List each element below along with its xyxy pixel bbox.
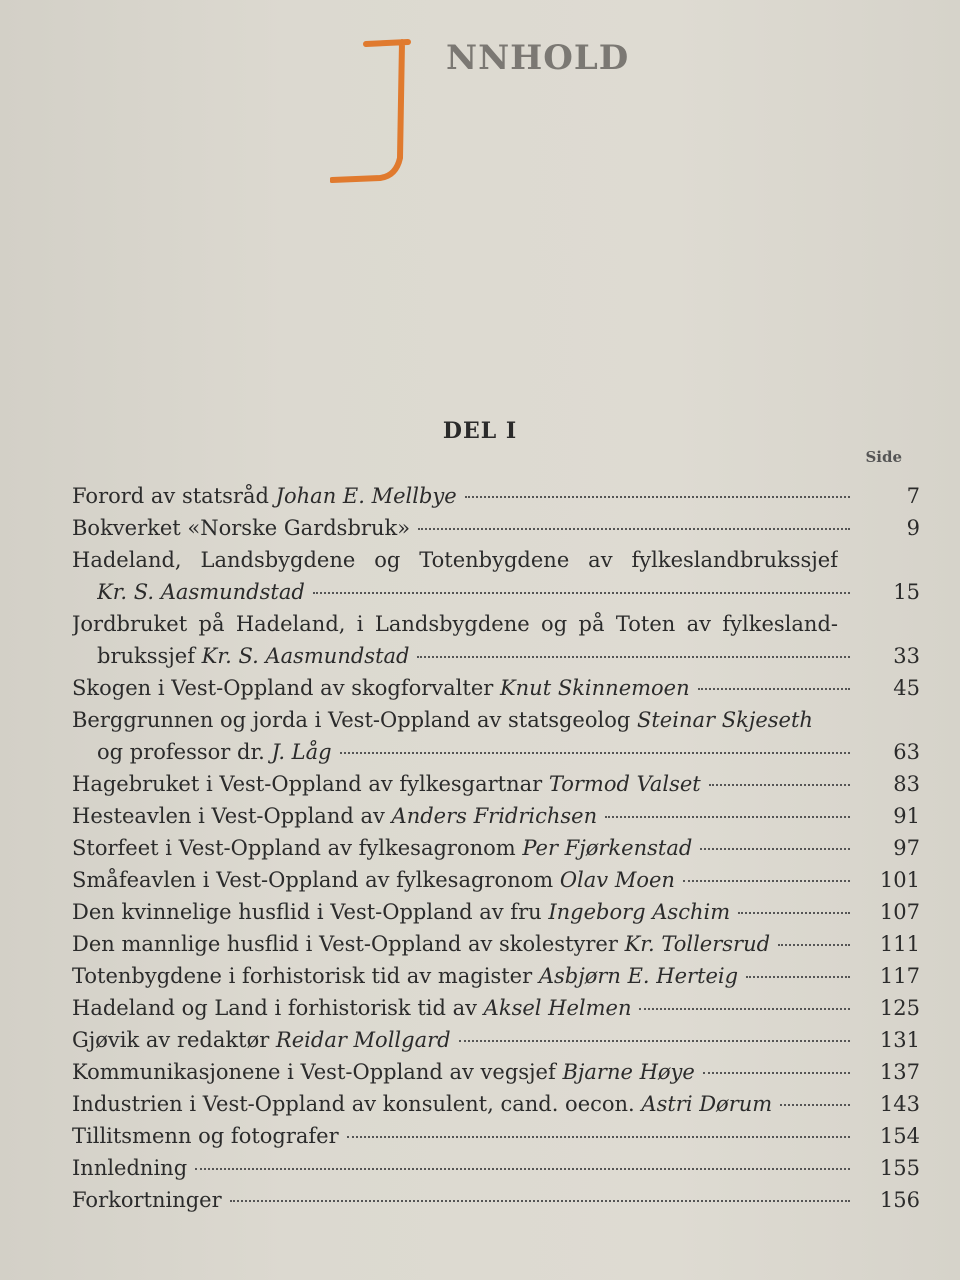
toc-entry [72, 704, 920, 768]
toc-entry-text [72, 1120, 339, 1152]
toc-page-number: 107 [879, 900, 920, 924]
toc-entry-line [72, 960, 920, 992]
dot-leader [746, 976, 850, 978]
toc-entry-title: Småfeavlen i Vest-Oppland av fylkesagronom [72, 868, 560, 892]
toc-entry-author: Asbjørn E. Herteig [538, 964, 739, 988]
toc-entry-title: Jordbruket på Hadeland, i Landsbygdene og på Toten av fylkesland- [72, 612, 838, 636]
dot-leader [639, 1008, 850, 1010]
toc-entry-title: Industrien i Vest-Oppland av konsulent, cand. oecon. [72, 1092, 642, 1116]
dot-leader [738, 912, 850, 914]
toc-page-number: 117 [879, 964, 920, 988]
toc-entry-title-part: Berggrunnen og jorda i Vest-Oppland av statsgeolog [72, 708, 637, 732]
toc-entry-text [72, 1184, 222, 1216]
toc-entry [72, 1056, 920, 1088]
toc-entry-text [72, 768, 701, 800]
toc-entry-line [72, 480, 920, 512]
toc-entry-text [97, 576, 305, 608]
dot-leader [709, 784, 850, 786]
toc-page-number: 63 [893, 740, 920, 764]
toc-entry-line [72, 832, 920, 864]
toc-page-number: 131 [879, 1028, 920, 1052]
toc-entry-text [72, 672, 690, 704]
toc-page-number: 125 [879, 996, 920, 1020]
toc-entry-title: Forord av statsråd [72, 484, 276, 508]
toc-entry [72, 864, 920, 896]
toc-entry [72, 896, 920, 928]
toc-entry-title: Skogen i Vest-Oppland av skogforvalter [72, 676, 500, 700]
toc-entry-line [72, 864, 920, 896]
toc-entry [72, 1088, 920, 1120]
toc-entry-line [72, 1024, 920, 1056]
toc-page-number: 83 [893, 772, 920, 796]
toc-entry-title: brukssjef [97, 644, 202, 668]
toc-entry-text [72, 928, 770, 960]
toc-entry-text [72, 512, 410, 544]
toc-entry-author: Tormod Valset [548, 772, 701, 796]
dot-leader [418, 528, 850, 530]
toc-entry-text [72, 1024, 451, 1056]
toc-entry [72, 928, 920, 960]
toc-page-number: 111 [879, 932, 920, 956]
toc-page-number: 154 [879, 1124, 920, 1148]
toc-entry-text [72, 800, 597, 832]
toc-entry-title: Storfeet i Vest-Oppland av fylkesagronom [72, 836, 523, 860]
toc-entry-title: Hesteavlen i Vest-Oppland av [72, 804, 392, 828]
toc-page-number: 91 [893, 804, 920, 828]
toc-entry-author: Olav Moen [559, 868, 675, 892]
dot-leader [703, 1072, 850, 1074]
toc-entry-title: Den kvinnelige husflid i Vest-Oppland av fru [72, 900, 549, 924]
toc-entry [72, 608, 920, 672]
toc-entry-line [72, 800, 920, 832]
decorative-initial-j [330, 30, 450, 190]
toc-entry-line [72, 672, 920, 704]
toc-entry-first-line [72, 704, 920, 736]
toc-page-number: 137 [879, 1060, 920, 1084]
toc-entry-title: Hadeland og Land i forhistorisk tid av [72, 996, 484, 1020]
heading-text: NNHOLD [446, 38, 630, 78]
toc-entry-line [72, 928, 920, 960]
toc-page-number: 97 [893, 836, 920, 860]
dot-leader [465, 496, 850, 498]
toc-entry-author: Astri Dørum [641, 1092, 773, 1116]
toc-entry-author: Reidar Mollgard [275, 1028, 451, 1052]
toc-entry [72, 480, 920, 512]
toc-page-number: 101 [879, 868, 920, 892]
toc-entry-line [72, 736, 920, 768]
toc-entry [72, 1120, 920, 1152]
toc-entry-title: Kommunikasjonene i Vest-Oppland av vegsjef [72, 1060, 563, 1084]
toc-entry-author: Kr. S. Aasmundstad [97, 580, 305, 604]
toc-entry-title: Den mannlige husflid i Vest-Oppland av skolestyrer [72, 932, 625, 956]
dot-leader [313, 592, 850, 594]
toc-entry-text [97, 640, 409, 672]
toc-page-number: 15 [893, 580, 920, 604]
toc-entry-text [72, 1088, 772, 1120]
toc-entry-line [72, 1120, 920, 1152]
toc-entry-author: Johan E. Mellbye [275, 484, 457, 508]
part-title: DEL I [442, 418, 518, 444]
toc-entry-text [72, 864, 675, 896]
toc-entry-title: og professor dr. [97, 740, 272, 764]
toc-entry-author: Per Fjørkenstad [522, 836, 693, 860]
dot-leader [683, 880, 850, 882]
toc-entry [72, 832, 920, 864]
toc-entry [72, 768, 920, 800]
toc-entry-text [72, 992, 631, 1024]
dot-leader [195, 1168, 850, 1170]
toc-entry-text [72, 832, 692, 864]
toc-entry-title: Bokverket «Norske Gardsbruk» [72, 516, 411, 540]
dot-leader [417, 656, 850, 658]
dot-leader [698, 688, 850, 690]
toc-entry-line [72, 1152, 920, 1184]
toc-page-number: 33 [893, 644, 920, 668]
toc-entry-title: Tillitsmenn og fotografer [72, 1124, 339, 1148]
toc-entry-text [97, 736, 332, 768]
dot-leader [778, 944, 850, 946]
toc-entry [72, 512, 920, 544]
toc-page-number: 155 [879, 1156, 920, 1180]
toc-entry-title: Totenbygdene i forhistorisk tid av magister [72, 964, 539, 988]
dot-leader [780, 1104, 850, 1106]
toc-entry-title: Gjøvik av redaktør [72, 1028, 276, 1052]
toc-page-number: 9 [906, 516, 920, 540]
toc-entry-author: Anders Fridrichsen [391, 804, 598, 828]
dot-leader [230, 1200, 850, 1202]
toc-entry-author: Aksel Helmen [483, 996, 632, 1020]
toc-entry-line [72, 992, 920, 1024]
toc-entry-title: Forkortninger [72, 1188, 222, 1212]
toc-entry-text [72, 960, 738, 992]
toc-entry-title [72, 704, 838, 736]
toc-entry-line [72, 640, 920, 672]
toc-entry [72, 960, 920, 992]
toc-entry-text [72, 1152, 187, 1184]
toc-entry-text [72, 480, 457, 512]
dot-leader [340, 752, 850, 754]
toc-page-number: 7 [906, 484, 920, 508]
toc-entry-first-line [72, 544, 920, 576]
dot-leader [700, 848, 850, 850]
toc-entry [72, 1184, 920, 1216]
toc-entry-line [72, 576, 920, 608]
dot-leader [347, 1136, 850, 1138]
toc-page-number: 45 [893, 676, 920, 700]
toc-entry-line [72, 768, 920, 800]
toc-entry-text [72, 1056, 695, 1088]
toc-entry-title: Hagebruket i Vest-Oppland av fylkesgartnar [72, 772, 549, 796]
toc-entry-author: Kr. Tollersrud [624, 932, 771, 956]
toc-entry-author: Knut Skinnemoen [499, 676, 690, 700]
toc-entry-line [72, 1184, 920, 1216]
contents-heading [330, 30, 670, 190]
page-column-label: Side [865, 448, 902, 466]
toc-entry [72, 992, 920, 1024]
toc-entry-line [72, 1056, 920, 1088]
toc-entry-author: Bjarne Høye [562, 1060, 695, 1084]
toc-entry-text [72, 896, 730, 928]
toc-entry-title: Hadeland, Landsbygdene og Totenbygdene av fylkeslandbrukssjef [72, 548, 838, 572]
toc-entry-first-line [72, 608, 920, 640]
toc-page-number: 156 [879, 1188, 920, 1212]
toc-entry [72, 1152, 920, 1184]
toc-entry [72, 800, 920, 832]
dot-leader [605, 816, 850, 818]
toc-entry-line [72, 896, 920, 928]
dot-leader [459, 1040, 850, 1042]
table-of-contents [72, 480, 920, 1216]
toc-entry-author: Kr. S. Aasmundstad [201, 644, 410, 668]
toc-entry-title: Innledning [72, 1156, 188, 1180]
toc-entry-author: Steinar Skjeseth [636, 708, 813, 732]
toc-entry [72, 672, 920, 704]
toc-entry-author: Ingeborg Aschim [548, 900, 731, 924]
toc-entry-line [72, 512, 920, 544]
toc-entry [72, 1024, 920, 1056]
toc-page-number: 143 [879, 1092, 920, 1116]
toc-entry [72, 544, 920, 608]
toc-entry-author: J. Låg [271, 740, 332, 764]
toc-entry-line [72, 1088, 920, 1120]
